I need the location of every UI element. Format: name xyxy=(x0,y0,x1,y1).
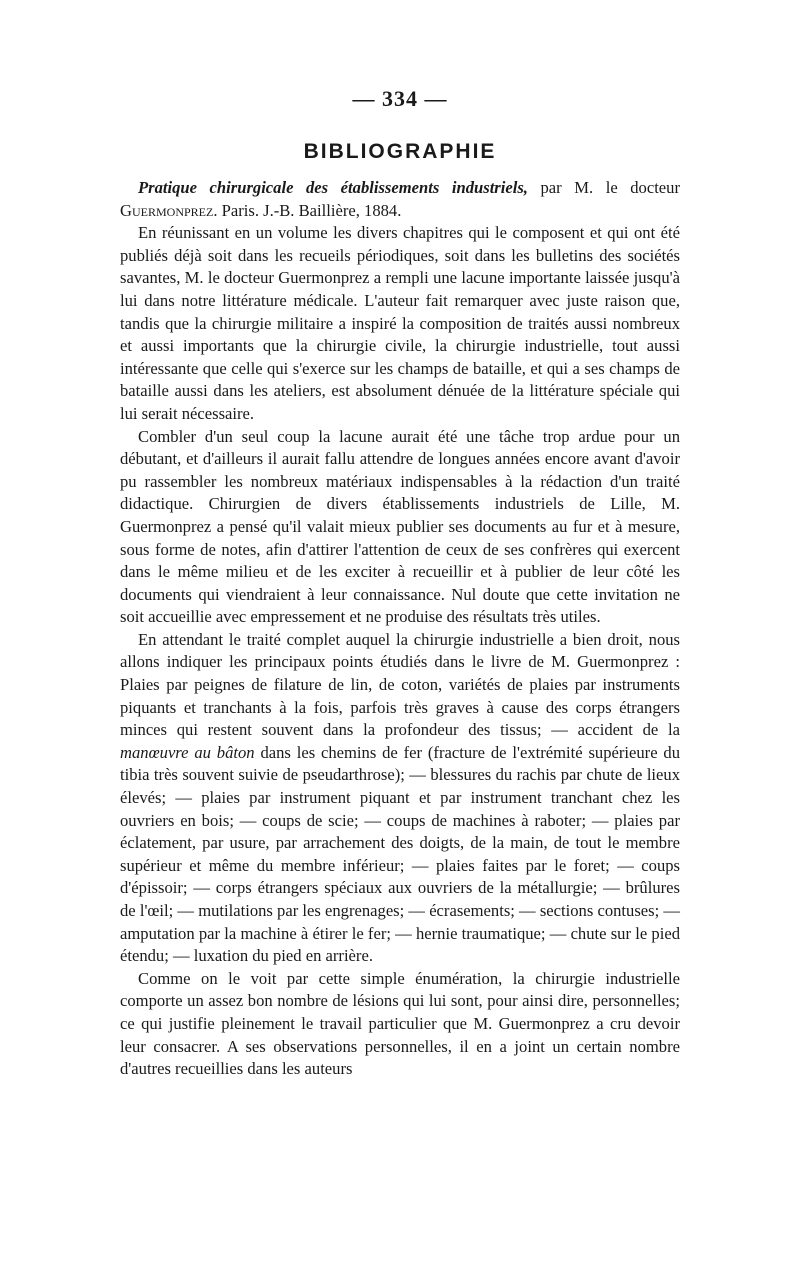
paragraph-3 xyxy=(120,629,680,968)
section-title: BIBLIOGRAPHIE xyxy=(303,140,497,163)
reference-author: Guermonprez xyxy=(120,200,214,220)
reference-entry xyxy=(120,177,680,222)
reference-by: par M. le docteur xyxy=(527,178,680,197)
reference-publisher: . Paris. J.-B. Baillière, 1884. xyxy=(213,200,402,220)
paragraph-1: En réunissant en un volume les divers chapitres qui le composent et qui ont été publiés déjà soit dans les recueils périodiques, soit dans les bulletins des sociétés savantes, M. le docteur Guermonprez a rempli une lacune importante laissée jusqu'à lui dans notre littérature médicale. L'auteur fait remarquer avec juste raison que, tandis que la chirurgie militaire a inspiré la composition de traités aussi nombreux et aussi importants que la chirurgie civile, la chirurgie industrielle, tout aussi intéressante que celle qui s'exerce sur les champs de bataille, et qui a ses champs de bataille aussi dans les ateliers, est absolument dénuée de la littérature spéciale qui lui serait nécessaire. xyxy=(120,223,680,423)
paragraph-4: Comme on le voit par cette simple énumération, la chirurgie industrielle comporte un assez bon nombre de lésions qui lui sont, pour ainsi dire, personnelles; ce qui justifie pleinement le travail particulier que M. Guermonprez a cru devoir leur consacrer. A ses observations personnelles, il en a joint un certain nombre d'autres recueillies dans les auteurs xyxy=(120,968,680,1079)
paragraph-3-italic: manœuvre au bâton xyxy=(120,742,255,762)
page-number: — 334 — xyxy=(352,86,448,111)
document-page xyxy=(120,86,680,1081)
paragraph-3-end: dans les chemins de fer (fracture de l'extrémité supérieure du tibia très souvent suivie de pseudarthrose); — blessures du rachis par chute de lieux élevés; — plaies par instrument piquant et par instrument tranchant chez les ouvriers en bois; — coups de scie; — coups de machines à raboter; — plaies par éclatement, par usure, par arrachement des doigts, de la main, de tout le membre supérieur et même du membre inférieur; — plaies faites par le foret; — coups d'épissoir; — corps étrangers spéciaux aux ouvriers de la métallurgie; — brûlures de l'œil; — mutilations par les engrenages; — écrasements; — sections contuses; — amputation par la machine à étirer le fer; — hernie traumatique; — chute sur le pied étendu; — luxation du pied en arrière. xyxy=(120,742,681,966)
paragraph-3-start: En attendant le traité complet auquel la chirurgie industrielle a bien droit, nous allons indiquer les principaux points étudiés dans le livre de M. Guermonprez : Plaies par peignes de filature de lin, de coton, variétés de plaies par instruments piquants et tranchants à la fois, parfois très graves à cause des corps étrangers minces qui restent souvent dans la profondeur des tissus; — accident de la xyxy=(120,629,680,740)
reference-title: Pratique chirurgicale des établissements industriels, xyxy=(138,178,528,197)
paragraph-2: Combler d'un seul coup la lacune aurait été une tâche trop ardue pour un débutant, et d'ailleurs il aurait fallu attendre de longues années encore avant d'avoir pu rassembler les nombreux matériaux indispensables à la rédaction d'un traité didactique. Chirurgien de divers établissements industriels de Lille, M. Guermonprez a pensé qu'il valait mieux publier ses documents au fur et à mesure, sous forme de notes, afin d'attirer l'attention de ceux de ses confrères qui exercent dans le même milieu et de les exciter à recueillir et à publier de leur côté les documents qui viendraient à leur connaissance. Nul doute que cette invitation ne soit accueillie avec empressement et ne produise des résultats très utiles. xyxy=(120,426,680,627)
